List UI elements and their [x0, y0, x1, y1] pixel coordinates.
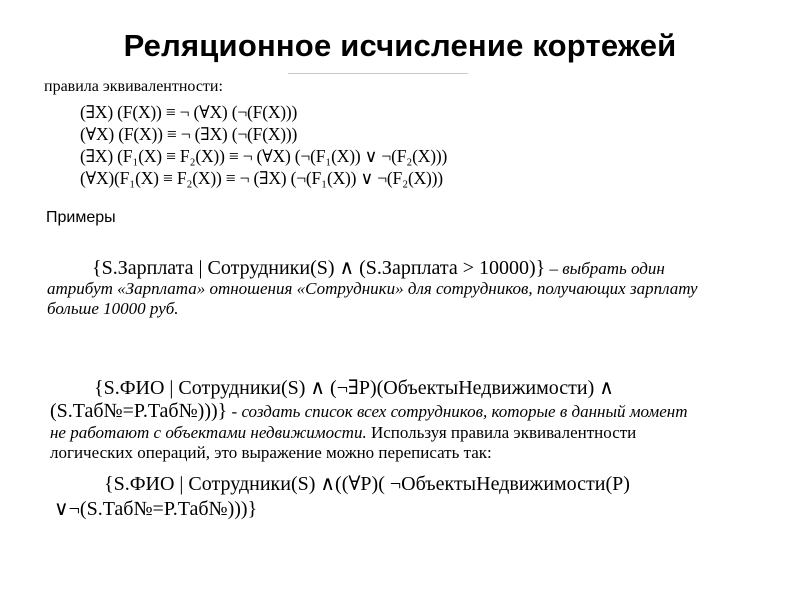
- example1-formula: {S.Зарплата | Сотрудники(S) ∧ (S.Зарплата > 10000)}: [92, 257, 546, 279]
- example1-desc-line3: больше 10000 руб.: [47, 299, 179, 318]
- rules-intro: правила эквивалентности:: [44, 78, 223, 95]
- example1-desc-line2: атрибут «Зарплата» отношения «Сотрудники» для сотрудников, получающих зарплату: [47, 279, 698, 298]
- example2-desc-plain2: Используя правила эквивалентности: [366, 423, 637, 442]
- example2-desc-line4: логических операций, это выражение можно переписать так:: [50, 443, 492, 462]
- example3-formula-line2: ∨¬(S.Таб№=P.Таб№)))}: [54, 498, 258, 520]
- section-heading-examples: Примеры: [46, 209, 116, 226]
- example1-desc-start: – выбрать один: [545, 259, 665, 278]
- example2-line3: [50, 423, 636, 443]
- equivalence-rule-3: (∃X) (F₁(X) ≡ F₂(X)) ≡ ¬ (∀X) (¬(F₁(X)) ∨ ¬(F₂(X))): [80, 146, 448, 166]
- example2-dash: -: [227, 402, 242, 421]
- equivalence-rule-4: (∀X)(F₁(X) ≡ F₂(X)) ≡ ¬ (∃X) (¬(F₁(X)) ∨ ¬(F₂(X))): [80, 168, 443, 188]
- slide-title: Реляционное исчисление кортежей: [123, 28, 677, 63]
- example2-formula-line2: (S.Таб№=P.Таб№)))}: [50, 400, 228, 422]
- example2-formula-line1: {S.ФИО | Сотрудники(S) ∧ (¬∃P)(ОбъектыНедвижимости) ∧: [94, 377, 614, 399]
- example1-line1: [92, 255, 665, 280]
- example2-desc-italic1: создать список всех сотрудников, которые в данный момент: [241, 402, 688, 421]
- example2-line2: [50, 400, 688, 423]
- example2-desc-italic2: не работают с объектами недвижимости.: [50, 423, 367, 442]
- example3-formula-line1: {S.ФИО | Сотрудники(S) ∧((∀P)( ¬ОбъектыНедвижимости(P): [104, 473, 630, 495]
- equivalence-rule-2: (∀X) (F(X)) ≡ ¬ (∃X) (¬(F(X))): [80, 124, 298, 144]
- title-underline: [288, 73, 468, 74]
- equivalence-rule-1: (∃X) (F(X)) ≡ ¬ (∀X) (¬(F(X))): [80, 102, 298, 122]
